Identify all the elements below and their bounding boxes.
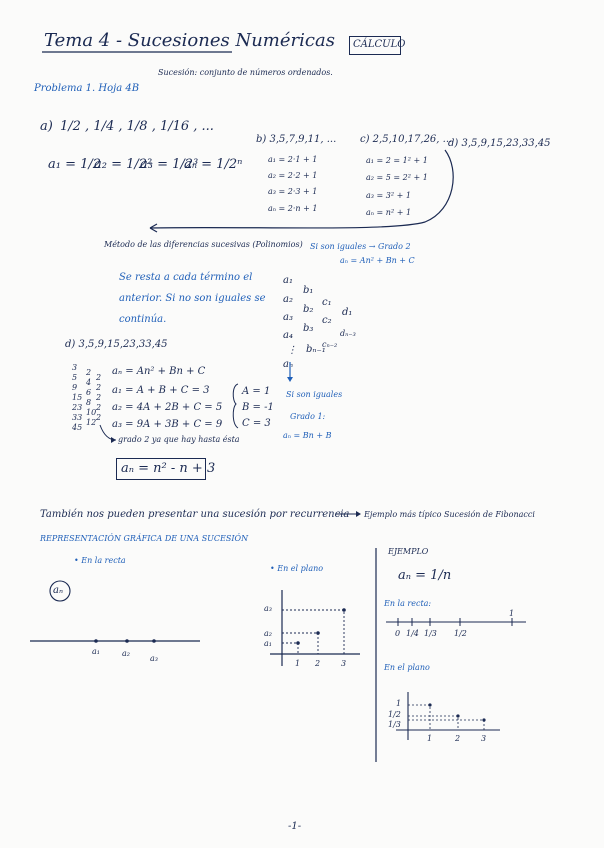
part-d-general: aₙ = An² + Bn + C	[112, 366, 206, 377]
example-plane-guide	[408, 720, 484, 730]
problem-label: Problema 1. Hoja 4B	[34, 83, 140, 94]
method-note-line: Se resta a cada término el	[119, 272, 253, 283]
plane-y-label: a₂	[264, 629, 272, 638]
part-d-col1: 15	[72, 393, 83, 402]
part-d-label: d) 3,5,9,15,23,33,45	[65, 339, 168, 350]
plane-guide	[282, 633, 318, 654]
part-d-col2: 2	[86, 368, 92, 377]
scheme-b: b₂	[303, 304, 314, 315]
example-line-label: 1	[509, 609, 515, 618]
scheme-a: a₂	[283, 294, 293, 305]
method-note-line: continúa.	[119, 314, 167, 325]
example-plane-guide	[408, 705, 430, 730]
part-d-col1: 33	[72, 413, 83, 422]
scheme-b: b₁	[303, 285, 314, 296]
part-d-col3: 2	[96, 373, 102, 382]
part-d-col1: 3	[72, 363, 78, 372]
scheme-formula2: aₙ = Bn + B	[283, 431, 332, 440]
plane-guide	[282, 610, 344, 654]
method-note-line: anterior. Si no son iguales se	[119, 293, 266, 304]
plane-guide	[282, 643, 298, 654]
number-line-point	[94, 639, 98, 643]
scheme-a: a₁	[283, 275, 293, 286]
plane-x-label: 2	[315, 659, 321, 668]
scheme-b: bₙ₋₁	[306, 344, 326, 355]
part-d-sol: C = 3	[242, 418, 271, 429]
line-tick-label: a₁	[92, 647, 100, 656]
part-d-sol: A = 1	[242, 386, 271, 397]
number-line-point	[152, 639, 156, 643]
part-a-a2: a₂ = 1/2²	[94, 157, 153, 172]
scheme-c: c₁	[322, 297, 332, 308]
recurrence-text: También nos pueden presentar una sucesión por recurrencia	[40, 509, 350, 520]
part-b-row: a₁ = 2·1 + 1	[268, 155, 318, 164]
page-title: Tema 4 - Sucesiones Numéricas	[44, 30, 335, 51]
example-plane-guide	[408, 716, 458, 730]
number-line-point	[125, 639, 129, 643]
part-d-col2: 8	[86, 398, 92, 407]
line-tick-label: a₂	[122, 649, 130, 658]
example-plane-x: 1	[427, 734, 433, 743]
part-a-an: aₙ = 1/2ⁿ	[184, 157, 243, 172]
note-arrow-head	[111, 437, 116, 443]
scheme-a: a₄	[283, 330, 293, 341]
part-d-col2: 4	[86, 378, 92, 387]
scheme-d: d₁	[342, 307, 353, 318]
example-line-label: 1/4	[406, 629, 419, 638]
example-on-line: En la recta:	[384, 599, 432, 608]
part-d-col3: 2	[96, 403, 102, 412]
part-d-col1: 5	[72, 373, 78, 382]
part-d-eq3: a₃ = 9A + 3B + C = 9	[112, 419, 223, 430]
scheme-d: dₙ₋₃	[340, 329, 356, 338]
part-c-row: a₃ = 3² + 1	[366, 191, 411, 200]
page-number: -1-	[288, 821, 302, 832]
plane-point	[342, 608, 346, 612]
part-c-row: a₂ = 5 = 2² + 1	[366, 173, 428, 182]
part-d-eq2: a₂ = 4A + 2B + C = 5	[112, 402, 223, 413]
scheme-b: b₃	[303, 323, 314, 334]
part-c-label: c) 2,5,10,17,26, ...	[360, 134, 453, 145]
part-d-col2: 6	[86, 388, 92, 397]
part-d-col1: 23	[72, 403, 83, 412]
example-plane-point	[482, 718, 485, 721]
plane-y-label: a₃	[264, 604, 272, 613]
system-brace	[233, 384, 238, 428]
scheme-c: c₂	[322, 315, 332, 326]
part-b-row: a₃ = 2·3 + 1	[268, 187, 318, 196]
part-d-sol: B = -1	[242, 402, 274, 413]
example-plane-y: 1/3	[388, 720, 401, 729]
example-on-plane: En el plano	[384, 663, 430, 672]
representation-title: REPRESENTACIÓN GRÁFICA DE UNA SUCESIÓN	[40, 534, 249, 543]
scheme-a: a₃	[283, 312, 293, 323]
part-a-a1: a₁ = 1/2	[48, 157, 102, 172]
example-title: EJEMPLO	[388, 547, 429, 556]
part-d-col2: 12	[86, 418, 97, 427]
scheme-a: ⋮	[287, 345, 297, 356]
part-d-note: grado 2 ya que hay hasta ésta	[118, 435, 240, 444]
example-plane-y: 1	[396, 699, 402, 708]
part-b-row: aₙ = 2·n + 1	[268, 204, 318, 213]
example-plane-x: 2	[455, 734, 461, 743]
method-rule1: Si son iguales → Grado 2	[310, 242, 411, 251]
plane-x-label: 1	[295, 659, 301, 668]
plane-x-label: 3	[341, 659, 347, 668]
subject-label: CÁLCULO	[353, 39, 406, 50]
part-d-col1: 9	[72, 383, 78, 392]
example-formula: aₙ = 1/n	[398, 568, 452, 583]
plane-point	[296, 641, 300, 645]
definition: Sucesión: conjunto de números ordenados.	[158, 68, 333, 77]
on-plane-label: • En el plano	[270, 564, 324, 573]
example-plane-point	[428, 703, 431, 706]
scheme-a: aₙ	[283, 359, 294, 370]
example-line-label: 1/2	[454, 629, 467, 638]
part-d-result: aₙ = n² - n + 3	[121, 461, 216, 476]
an-label: aₙ	[53, 585, 64, 596]
example-line-label: 1/3	[424, 629, 437, 638]
recurrence-arrow-head	[356, 511, 361, 517]
method-title: Método de las diferencias sucesivas (Polinomios)	[104, 240, 303, 249]
part-a-sequence: 1/2 , 1/4 , 1/8 , 1/16 , ...	[60, 119, 214, 134]
scheme-grade1: Grado 1:	[290, 412, 326, 421]
part-c-row: a₁ = 2 = 1² + 1	[366, 156, 428, 165]
example-plane-x: 3	[481, 734, 487, 743]
part-d-header: d) 3,5,9,15,23,33,45	[448, 138, 551, 149]
recurrence-example: Ejemplo más típico Sucesión de Fibonacci	[364, 510, 535, 519]
part-d-col2: 10	[86, 408, 97, 417]
example-plane-y: 1/2	[388, 710, 401, 719]
scheme-rule2: Si son iguales	[286, 390, 343, 399]
scheme-c: cₙ₋₂	[322, 340, 338, 349]
method-formula1: aₙ = An² + Bn + C	[340, 256, 415, 265]
part-d-col3: 2	[96, 393, 102, 402]
part-d-eq1: a₁ = A + B + C = 3	[112, 385, 210, 396]
part-b-label: b) 3,5,7,9,11, ...	[256, 134, 337, 145]
part-a-a3: a₃ = 1/2³	[140, 157, 199, 172]
part-b-row: a₂ = 2·2 + 1	[268, 171, 318, 180]
part-d-col1: 45	[72, 423, 83, 432]
part-d-col3: 2	[96, 383, 102, 392]
plane-point	[316, 631, 320, 635]
curved-arrow-head	[150, 224, 157, 232]
on-line-label: • En la recta	[74, 556, 126, 565]
line-tick-label: a₃	[150, 654, 158, 663]
plane-y-label: a₁	[264, 639, 272, 648]
scheme-arrow-head	[287, 377, 293, 382]
example-line-label: 0	[395, 629, 401, 638]
example-plane-point	[456, 714, 459, 717]
part-a-label: a)	[40, 119, 53, 134]
part-d-col3: 2	[96, 413, 102, 422]
part-c-row: aₙ = n² + 1	[366, 208, 412, 217]
